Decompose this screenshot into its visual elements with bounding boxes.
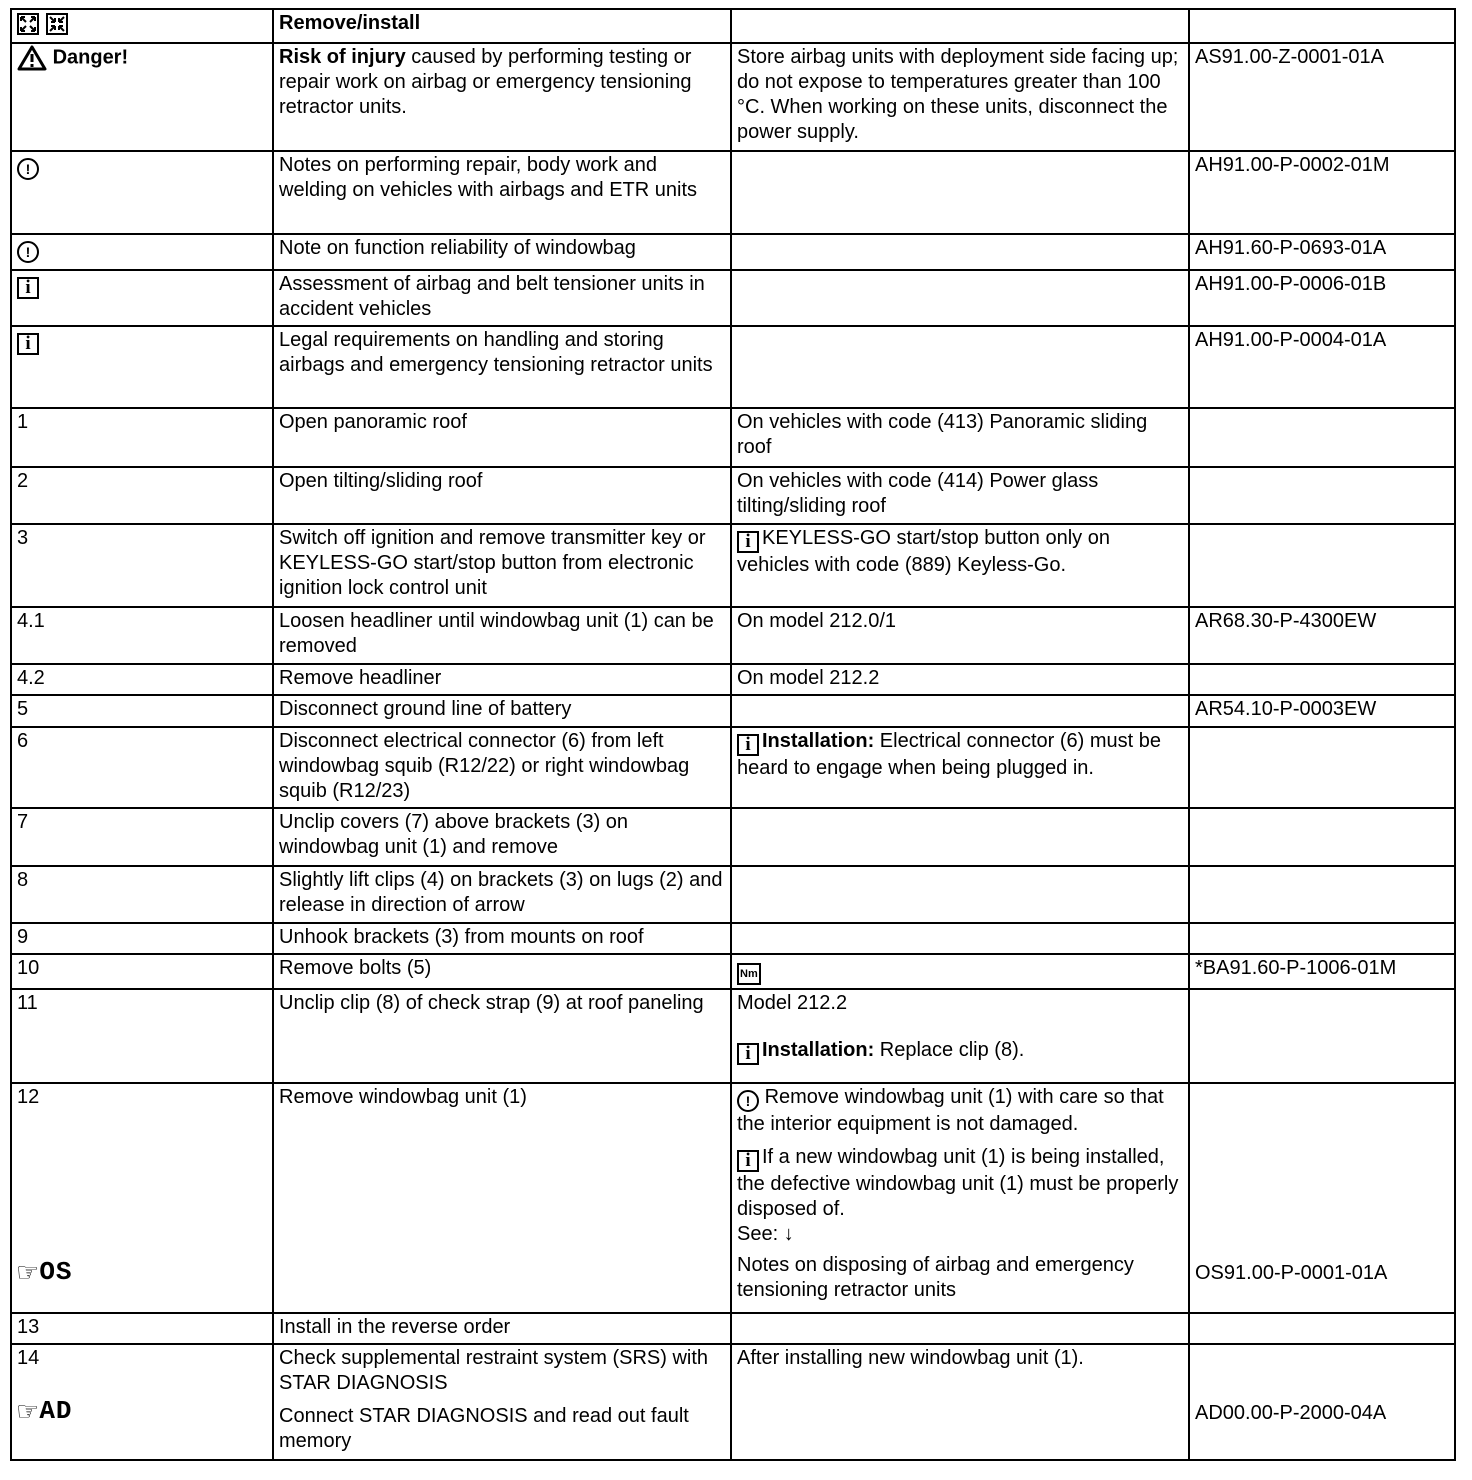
step-row [11,664,1455,695]
note-row [11,151,1455,234]
step-ref: AR68.30-P-4300EW [1189,607,1455,664]
step-ref: OS91.00-P-0001-01A [1195,1262,1388,1284]
step-row [11,467,1455,524]
step-ref-cell [1189,1083,1455,1313]
step-note: Electrical connector (6) must be heard to engage when being plugged in. [737,730,1162,779]
danger-row [11,43,1455,151]
note-text: Assessment of airbag and belt tensioner units in accident vehicles [273,270,731,326]
step-note: Replace clip (8). [874,1039,1025,1061]
note-icon: ! [17,241,39,263]
remove-install-icon [17,13,69,35]
info-icon: i [737,1043,759,1065]
see-text: See: ↓ [737,1223,794,1245]
step-row [11,695,1455,727]
note-ref: AH91.00-P-0002-01M [1189,151,1455,234]
step-note: Remove windowbag unit (1) with care so that the interior equipment is not damaged. [737,1086,1164,1135]
step-text: Remove headliner [273,664,731,695]
step-number-cell [11,1344,273,1460]
header-title: Remove/install [273,9,731,43]
step-text: Remove bolts (5) [273,954,731,989]
step-note: On vehicles with code (413) Panoramic sliding roof [731,408,1189,467]
info-icon: i [737,734,759,756]
step-number: 13 [11,1313,273,1344]
step-number: 14 [17,1347,40,1369]
step-number: 5 [11,695,273,727]
step-text: Open panoramic roof [273,408,731,467]
step-row [11,727,1455,808]
step-note-cell [731,1083,1189,1313]
step-row [11,1083,1455,1313]
step-note: On model 212.2 [731,664,1189,695]
torque-icon: Nm [737,963,761,985]
pointing-hand-icon: ☞ [16,1257,40,1287]
step-subtext: Connect STAR DIAGNOSIS and read out fault memory [279,1405,689,1452]
step-number: 2 [11,467,273,524]
note-icon: ! [737,1090,759,1112]
see-label [16,1257,73,1287]
danger-ref: AS91.00-Z-0001-01A [1189,43,1455,151]
note-row [11,270,1455,326]
info-icon: i [17,277,39,299]
step-row [11,524,1455,607]
note-text: Note on function reliability of windowbag [273,234,731,270]
step-note: After installing new windowbag unit (1). [731,1344,1189,1460]
see-code: AD [39,1396,73,1426]
step-text: Loosen headliner until windowbag unit (1) can be removed [273,607,731,664]
step-text: Slightly lift clips (4) on brackets (3) on lugs (2) and release in direction of arrow [273,866,731,923]
step-number: 1 [11,408,273,467]
step-number: 3 [11,524,273,607]
step-number: 7 [11,808,273,866]
see-code: OS [39,1257,73,1287]
step-note-cell [731,954,1189,989]
info-icon: i [737,531,759,553]
step-number-cell [11,1083,273,1313]
installation-label: Installation: [762,730,875,752]
step-note: Model 212.2 [737,992,848,1014]
step-ref: *BA91.60-P-1006-01M [1189,954,1455,989]
step-note: On model 212.0/1 [731,607,1189,664]
step-row [11,989,1455,1083]
step-number: 9 [11,923,273,954]
step-number: 12 [17,1086,40,1108]
step-number: 4.2 [11,664,273,695]
danger-cell [11,43,273,151]
step-number: 6 [11,727,273,808]
warning-triangle-icon [17,45,47,71]
step-note-cell [731,989,1189,1083]
header-row [11,9,1455,43]
danger-note: Store airbag units with deployment side facing up; do not expose to temperatures greater than 100 °C. When working on these units, disconnect the power supply. [731,43,1189,151]
note-text: Notes on performing repair, body work and welding on vehicles with airbags and ETR units [273,151,731,234]
note-row [11,326,1455,408]
step-note-cell [731,727,1189,808]
step-number: 4.1 [11,607,273,664]
note-icon: ! [17,158,39,180]
step-number: 8 [11,866,273,923]
step-text: Disconnect electrical connector (6) from left windowbag squib (R12/22) or right windowbag squib (R12/23) [273,727,731,808]
danger-label: Danger! [52,46,129,69]
note-ref: AH91.00-P-0004-01A [1189,326,1455,408]
step-note: KEYLESS-GO start/stop button only on vehicles with code (889) Keyless-Go. [737,527,1110,576]
step-row [11,607,1455,664]
step-row [11,1344,1455,1460]
step-note-cell [731,524,1189,607]
step-text: Disconnect ground line of battery [273,695,731,727]
risk-text: caused by performing testing or repair work on airbag or emergency tensioning retractor units. [279,46,692,118]
info-icon: i [17,333,39,355]
risk-bold: Risk of injury [279,46,406,68]
step-note: If a new windowbag unit (1) is being installed, the defective windowbag unit (1) must be properly disposed of. [737,1146,1179,1220]
see-label [16,1396,73,1426]
note-text: Legal requirements on handling and storing airbags and emergency tensioning retractor units [273,326,731,408]
step-row [11,954,1455,989]
step-ref: AD00.00-P-2000-04A [1195,1402,1387,1424]
note-ref: AH91.00-P-0006-01B [1189,270,1455,326]
pointing-hand-icon: ☞ [16,1396,40,1426]
step-text: Remove windowbag unit (1) [273,1083,731,1313]
step-text: Check supplemental restraint system (SRS) with STAR DIAGNOSIS [279,1347,709,1394]
step-text-cell [273,1344,731,1460]
danger-text-cell [273,43,731,151]
step-note: On vehicles with code (414) Power glass tilting/sliding roof [731,467,1189,524]
step-text: Switch off ignition and remove transmitter key or KEYLESS-GO start/stop button from electronic ignition lock control unit [273,524,731,607]
step-row [11,866,1455,923]
step-row [11,408,1455,467]
procedure-table [10,8,1456,1461]
installation-label: Installation: [762,1039,875,1061]
step-text: Unhook brackets (3) from mounts on roof [273,923,731,954]
step-text: Install in the reverse order [273,1313,731,1344]
step-text: Unclip clip (8) of check strap (9) at roof paneling [273,989,731,1083]
step-number: 10 [11,954,273,989]
header-icons-cell [11,9,273,43]
note-ref: AH91.60-P-0693-01A [1189,234,1455,270]
step-ref: AR54.10-P-0003EW [1189,695,1455,727]
step-text: Unclip covers (7) above brackets (3) on windowbag unit (1) and remove [273,808,731,866]
step-ref-cell [1189,1344,1455,1460]
step-text: Open tilting/sliding roof [273,467,731,524]
note-row [11,234,1455,270]
step-number: 11 [11,989,273,1083]
step-row [11,1313,1455,1344]
see-link[interactable]: Notes on disposing of airbag and emergency tensioning retractor units [737,1254,1134,1301]
info-icon: i [737,1150,759,1172]
step-row [11,923,1455,954]
step-row [11,808,1455,866]
